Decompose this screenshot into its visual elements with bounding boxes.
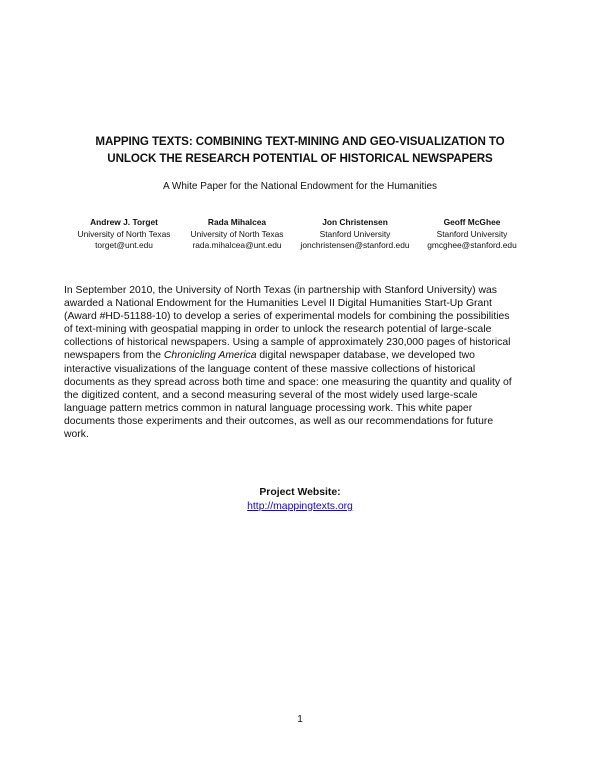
abstract-line: work.: [64, 429, 89, 441]
author-email: rada.mihalcea@unt.edu: [192, 240, 282, 250]
author-block: [181, 217, 293, 252]
page-number: 1: [297, 714, 303, 725]
title-line-1: MAPPING TEXTS: COMBINING TEXT-MINING AND GEO-VISUALIZATION TO: [95, 135, 505, 148]
author-name: Andrew J. Torget: [90, 217, 158, 227]
project-website-section: [60, 486, 540, 514]
project-website-link[interactable]: http://mappingtexts.org: [247, 501, 353, 512]
abstract-line: the digitized content, and a second measuring several of the most widely used large-scale: [64, 389, 478, 401]
paper-title: [60, 133, 540, 167]
abstract-text: digital newspaper database, we developed two: [256, 350, 475, 362]
author-name: Rada Mihalcea: [207, 217, 267, 227]
abstract-line: collections of historical newspapers. Using a sample of approximately 230,000 pages of historical: [64, 337, 511, 349]
chronicling-america-title: Chronicling America: [163, 350, 257, 362]
author-affiliation: University of North Texas: [77, 228, 171, 239]
author-affiliation: University of North Texas: [190, 228, 284, 239]
author-block: [74, 217, 174, 252]
abstract-line: of text-mining with geospatial mapping in order to unlock the research potential of large-scale: [64, 324, 492, 336]
author-list: [60, 217, 540, 257]
abstract-line: documents as they spread across both time and space: one measuring the quantity and quality of: [64, 376, 512, 388]
abstract-line: (Award #HD-51188-10) to develop a series of experimental models for combining the possibilities: [64, 311, 510, 323]
project-website-label: Project Website:: [259, 487, 341, 498]
abstract-text: newspapers from the: [64, 350, 164, 362]
author-name: Geoff McGhee: [443, 217, 501, 227]
author-block: [418, 217, 526, 252]
abstract-line: [64, 349, 544, 362]
author-block: [294, 217, 416, 252]
title-line-2: UNLOCK THE RESEARCH POTENTIAL OF HISTORICAL NEWSPAPERS: [107, 152, 493, 165]
author-email: torget@unt.edu: [95, 240, 153, 250]
author-affiliation: Stanford University: [319, 228, 391, 239]
author-email: jonchristensen@stanford.edu: [300, 240, 410, 250]
abstract-paragraph: [64, 284, 544, 441]
author-name: Jon Christensen: [322, 217, 388, 227]
abstract-line: In September 2010, the University of North Texas (in partnership with Stanford University) was: [64, 285, 497, 296]
abstract-line: language pattern metrics common in natural language processing work. This white paper: [64, 402, 473, 414]
subtitle: A White Paper for the National Endowment for the Humanities: [162, 181, 438, 192]
abstract-line: awarded a National Endowment for the Humanities Level II Digital Humanities Start-Up Grant: [64, 298, 492, 310]
author-email: gmcghee@stanford.edu: [427, 240, 517, 250]
abstract-line: documents those experiments and their outcomes, as well as our recommendations for future: [64, 415, 494, 427]
author-affiliation: Stanford University: [436, 228, 508, 239]
abstract-line: interactive visualizations of the language content of these massive collections of historical: [64, 363, 476, 375]
